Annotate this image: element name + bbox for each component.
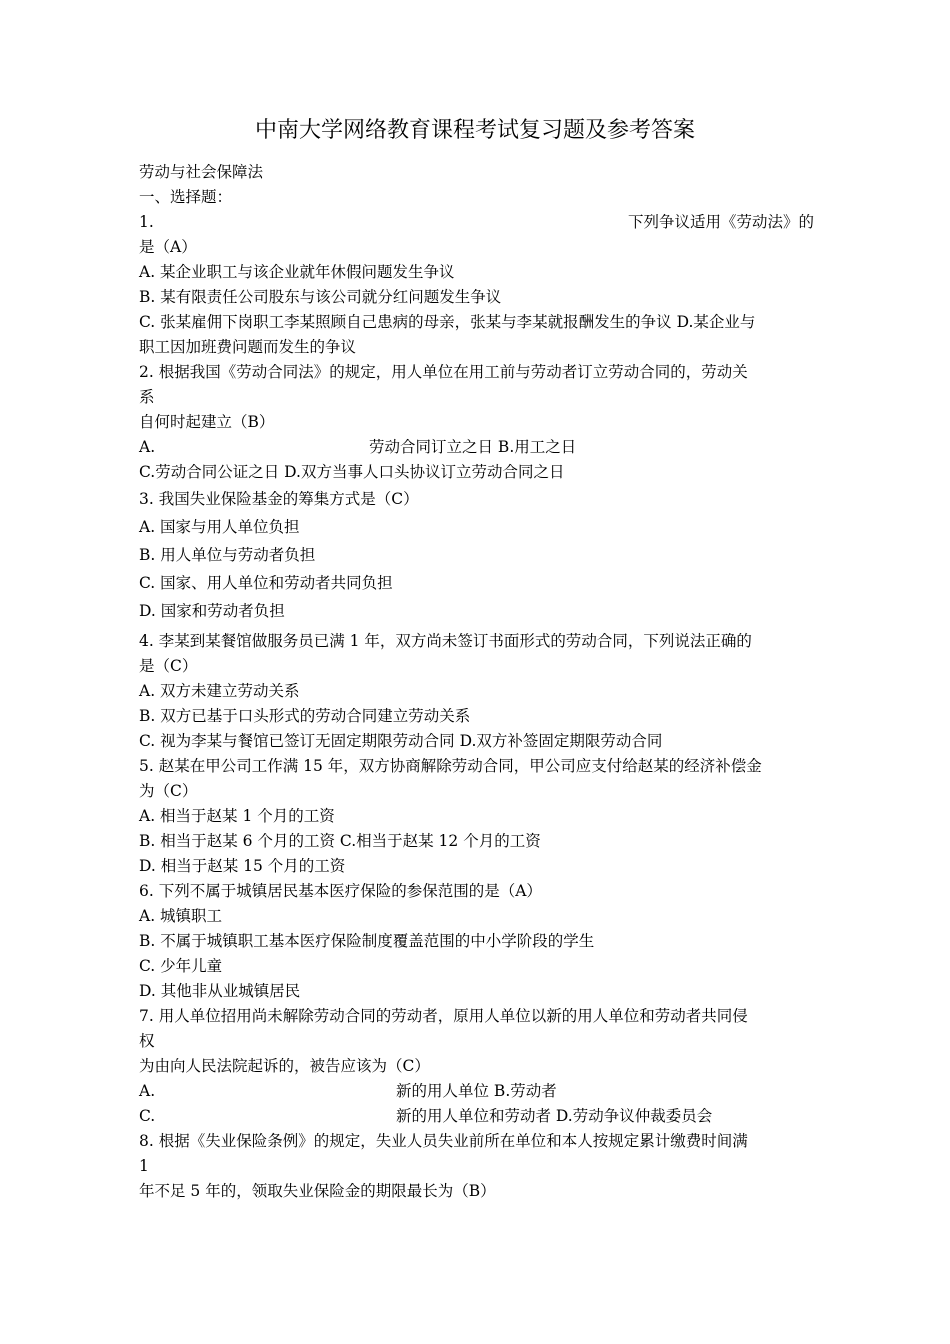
question-1-line-2: 是（A） — [139, 238, 197, 256]
question-7-line-3: 为由向人民法院起诉的，被告应该为（C） — [139, 1057, 430, 1075]
question-3-option-c: C. 国家、用人单位和劳动者共同负担 — [139, 574, 393, 592]
question-3: 3. 我国失业保险基金的筹集方式是（C） — [139, 490, 419, 508]
question-1-line-1 — [139, 210, 814, 235]
document-body — [139, 160, 814, 1204]
question-2-line-3: 自何时起建立（B） — [139, 413, 275, 431]
question-5-line-2: 为（C） — [139, 782, 198, 800]
question-1-option-cd: C. 张某雇佣下岗职工李某照顾自己患病的母亲，张某与李某就报酬发生的争议 D.某企业与 — [139, 313, 756, 331]
question-8-line-1: 8. 根据《失业保险条例》的规定，失业人员失业前所在单位和本人按规定累计缴费时间满 — [139, 1132, 748, 1150]
question-7-option-a-label: A. — [139, 1082, 156, 1100]
question-7-line-1: 7. 用人单位招用尚未解除劳动合同的劳动者，原用人单位以新的用人单位和劳动者共同侵 — [139, 1007, 748, 1025]
question-4-option-a: A. 双方未建立劳动关系 — [139, 682, 300, 700]
question-6-option-c: C. 少年儿童 — [139, 957, 223, 975]
question-3-option-d: D. 国家和劳动者负担 — [139, 602, 285, 620]
question-7-line-2: 权 — [139, 1032, 155, 1050]
question-6-option-a: A. 城镇职工 — [139, 907, 223, 925]
question-7-option-ab — [139, 1079, 814, 1104]
question-1-option-b: B. 某有限责任公司股东与该公司就分红问题发生争议 — [139, 288, 502, 306]
question-2-option-cd: C.劳动合同公证之日 D.双方当事人口头协议订立劳动合同之日 — [139, 463, 565, 481]
question-2-option-a-label: A. — [139, 438, 156, 456]
question-6-option-d: D. 其他非从业城镇居民 — [139, 982, 301, 1000]
question-1-option-a: A. 某企业职工与该企业就年休假问题发生争议 — [139, 263, 455, 281]
question-2-line-2: 系 — [139, 388, 155, 406]
question-7-option-ab-text: 新的用人单位 B.劳动者 — [396, 1082, 557, 1100]
question-5-option-d: D. 相当于赵某 15 个月的工资 — [139, 857, 346, 875]
question-1-option-cd-cont: 职工因加班费问题而发生的争议 — [139, 338, 357, 356]
question-6: 6. 下列不属于城镇居民基本医疗保险的参保范围的是（A） — [139, 882, 542, 900]
question-5-line-1: 5. 赵某在甲公司工作满 15 年，双方协商解除劳动合同，甲公司应支付给赵某的经济补偿金 — [139, 757, 762, 775]
question-7-option-c-label: C. — [139, 1107, 156, 1125]
question-3-option-a: A. 国家与用人单位负担 — [139, 518, 300, 536]
question-5-option-bc: B. 相当于赵某 6 个月的工资 C.相当于赵某 12 个月的工资 — [139, 832, 541, 850]
question-2-option-ab — [139, 435, 814, 460]
question-4-line-1: 4. 李某到某餐馆做服务员已满 1 年，双方尚未签订书面形式的劳动合同，下列说法正确的 — [139, 632, 752, 650]
course-name: 劳动与社会保障法 — [139, 163, 264, 181]
question-4-option-b: B. 双方已基于口头形式的劳动合同建立劳动关系 — [139, 707, 471, 725]
question-8-line-2: 1 — [139, 1157, 149, 1175]
question-4-line-2: 是（C） — [139, 657, 198, 675]
question-7-option-cd-text: 新的用人单位和劳动者 D.劳动争议仲裁委员会 — [396, 1107, 713, 1125]
question-2-option-ab-text: 劳动合同订立之日 B.用工之日 — [369, 438, 577, 456]
section-heading: 一、选择题： — [139, 188, 233, 206]
question-1-text: 下列争议适用《劳动法》的 — [627, 213, 814, 231]
question-1-number: 1. — [139, 213, 154, 231]
question-5-option-a: A. 相当于赵某 1 个月的工资 — [139, 807, 335, 825]
question-3-option-b: B. 用人单位与劳动者负担 — [139, 546, 316, 564]
question-6-option-b: B. 不属于城镇职工基本医疗保险制度覆盖范围的中小学阶段的学生 — [139, 932, 595, 950]
document-title: 中南大学网络教育课程考试复习题及参考答案 — [254, 118, 695, 143]
question-4-option-cd: C. 视为李某与餐馆已签订无固定期限劳动合同 D.双方补签固定期限劳动合同 — [139, 732, 663, 750]
question-2-line-1: 2. 根据我国《劳动合同法》的规定，用人单位在用工前与劳动者订立劳动合同的，劳动关 — [139, 363, 748, 381]
question-8-line-3: 年不足 5 年的，领取失业保险金的期限最长为（B） — [139, 1182, 496, 1200]
question-7-option-cd — [139, 1104, 814, 1129]
